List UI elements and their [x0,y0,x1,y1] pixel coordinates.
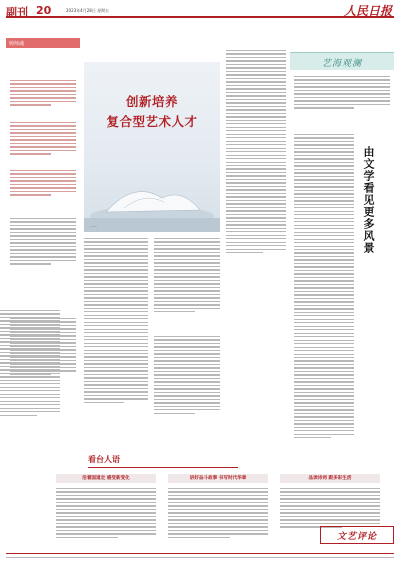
hero-caption: —— [90,224,97,228]
column-banner [290,52,394,70]
essay-title: 由文学看见更多风景 [362,146,375,254]
hero-headline-line2: 复合型艺术人才 [106,114,198,129]
feature-section-title: 看台人语 [88,455,120,464]
body-text [154,336,220,414]
body-text [84,238,148,403]
body-text [294,134,354,438]
hero-illustration [84,62,220,232]
body-text [168,488,268,538]
body-text [226,50,286,253]
left-tag-banner [6,38,80,48]
feature-column-title: 沿着国道走 感受新变化 [56,474,156,483]
lead-paragraph [10,170,76,196]
corner-logo-box [320,526,394,544]
essay [290,128,394,418]
issue-date: 2023年4月28日 星期五 [66,8,110,13]
corner-logo: 文艺评论 [336,532,377,542]
feature-header [88,452,238,468]
hero-headline-line1: 创新培养 [125,94,178,109]
building-illustration [84,158,220,232]
page-number: 20 [36,4,52,17]
left-tag-label: 铸师魂 [9,41,25,47]
body-text [280,488,380,528]
column-banner-title: 艺海观澜 [321,59,362,69]
lead-paragraph [10,122,76,155]
paper-logo: 人民日报 [343,4,392,18]
body-text [10,218,76,265]
body-text [56,488,156,538]
masthead [6,4,394,18]
column-intro [294,76,390,109]
body-text [0,310,60,416]
body-text [154,238,220,312]
section-name: 副刊 [6,6,28,19]
page-footer [6,553,394,563]
footer-text [6,557,394,558]
feature-column-title: 讲好奋斗故事 书写时代华章 [168,474,268,483]
feature-column-title: 品读诗词 跟多彩生活 [280,474,380,483]
lead-paragraph [10,80,76,106]
column-banner-box [290,52,394,124]
